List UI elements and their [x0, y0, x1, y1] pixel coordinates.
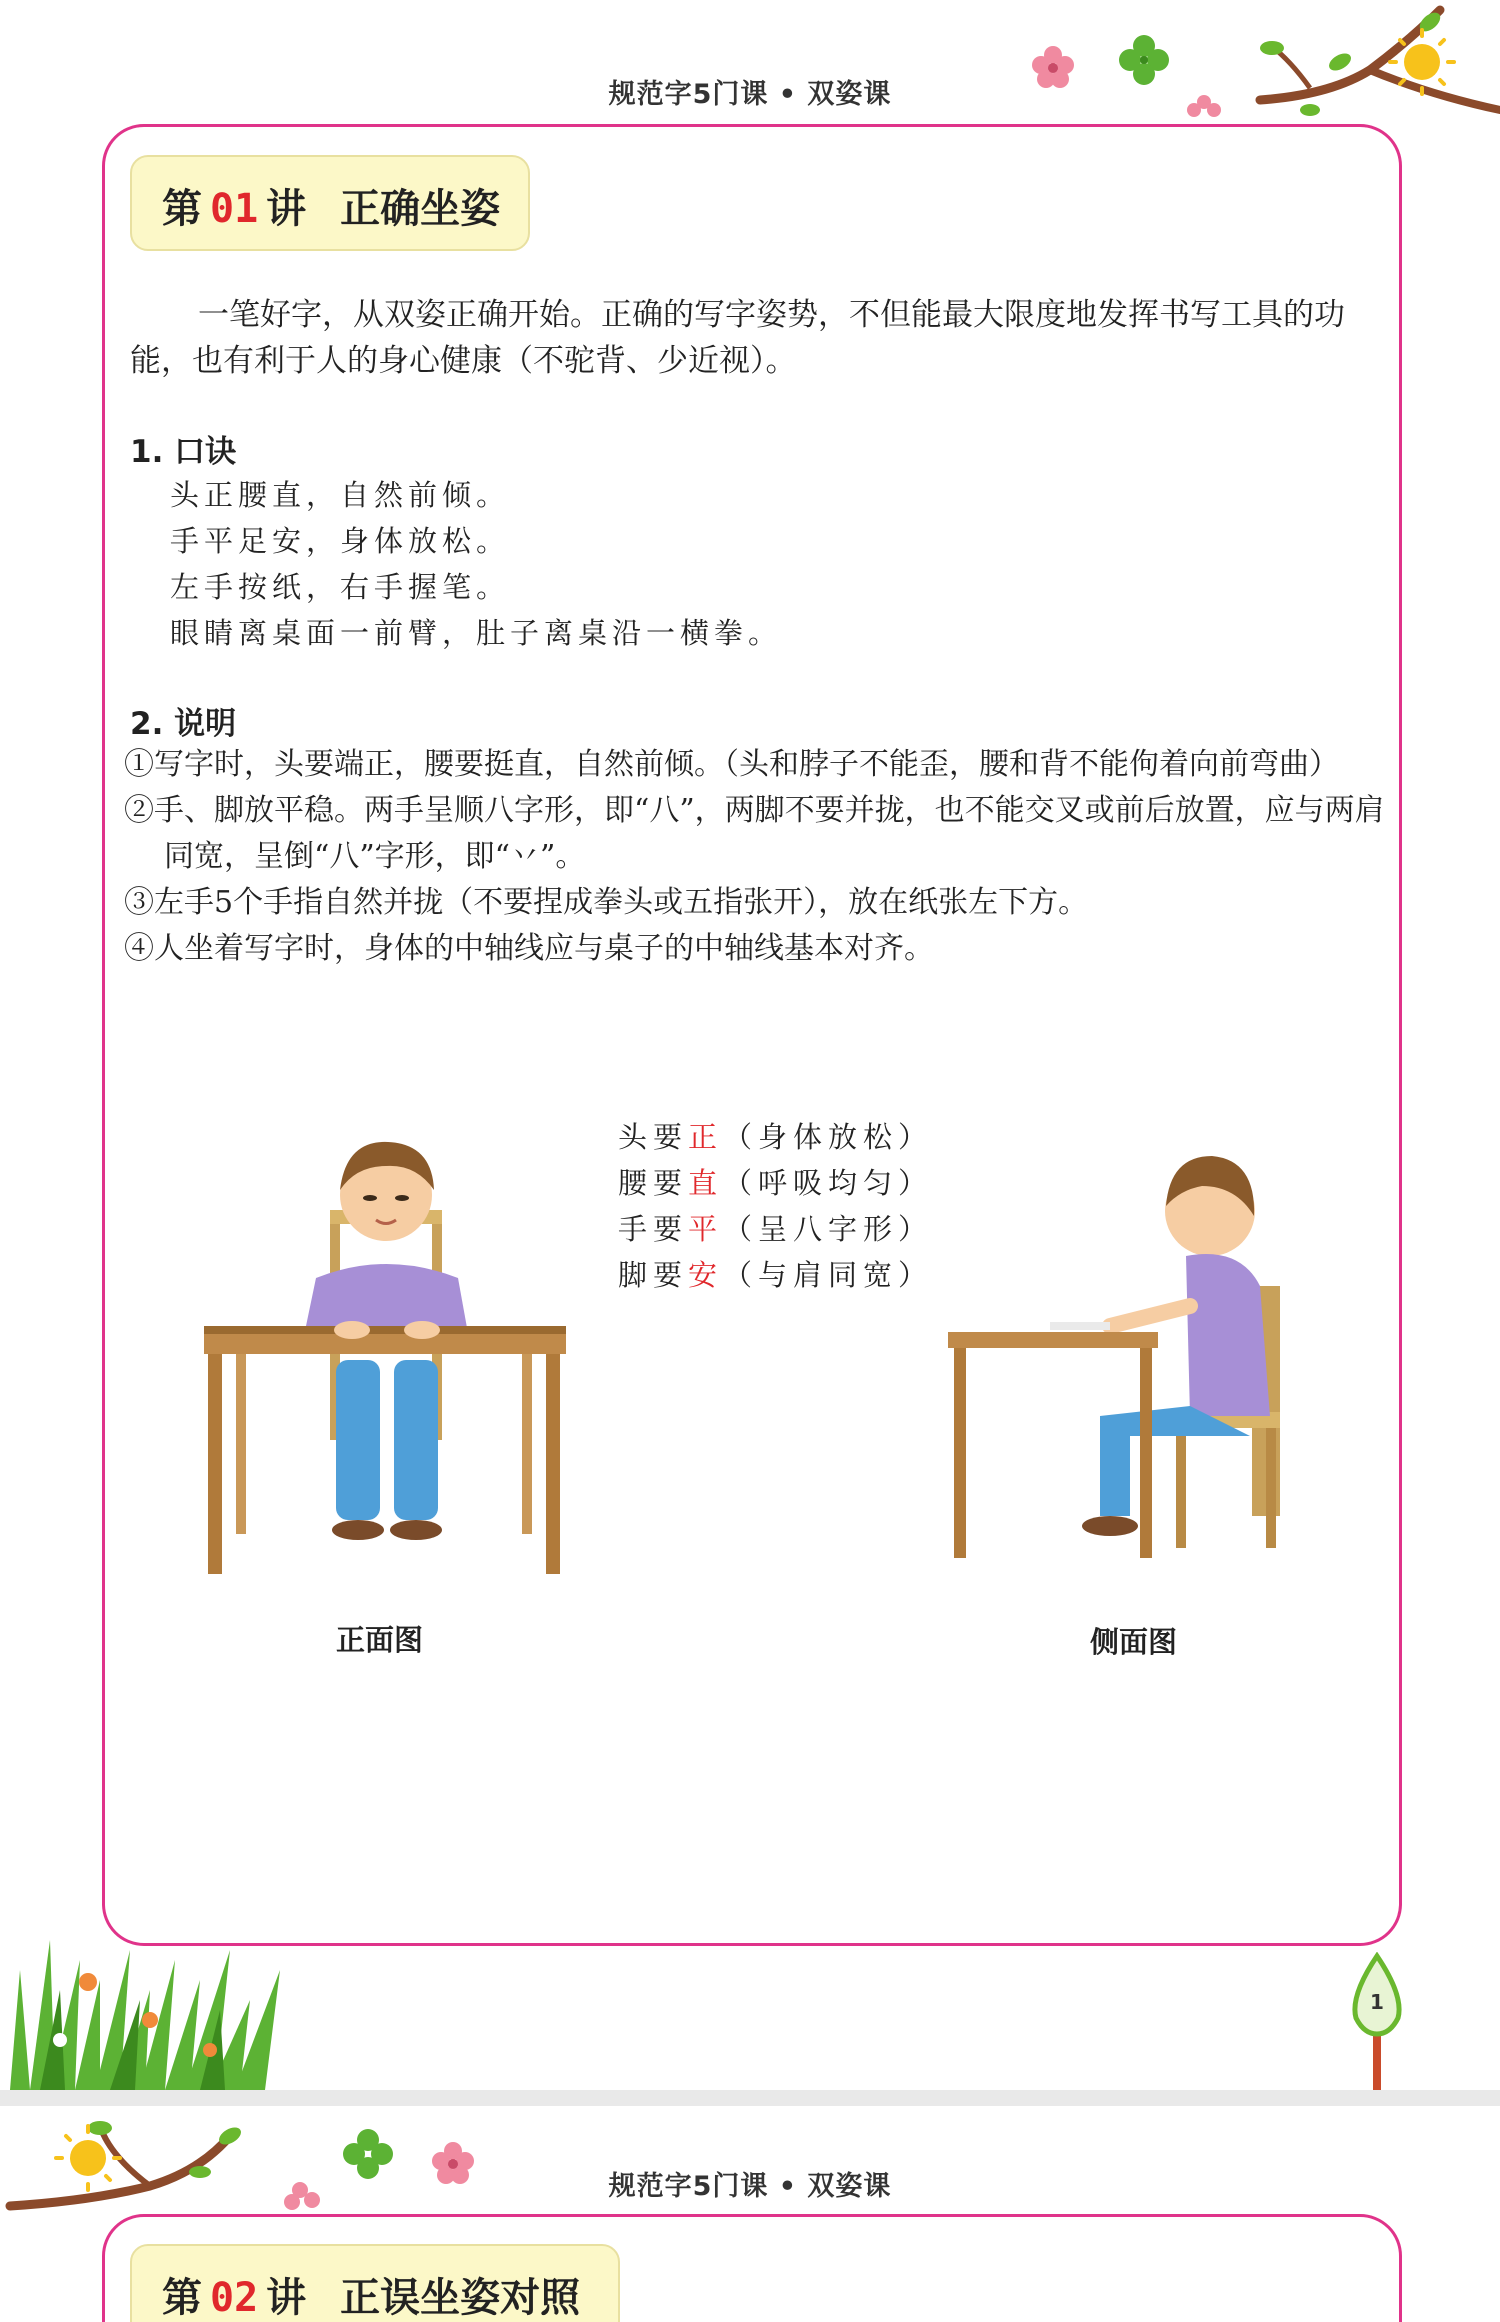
rhyme-line: 眼睛离桌面一前臂，肚子离桌沿一横拳。	[170, 616, 783, 650]
note-item: ③左手5个手指自然并拢（不要捏成拳头或五指张开），放在纸张左下方。	[124, 885, 1089, 920]
page-2	[0, 2106, 1500, 2322]
intro-paragraph: 一笔好字，从双姿正确开始。正确的写字姿势，不但能最大限度地发挥书写工具的功能，也有利于人的身心健康（不驼背、少近视）。	[130, 297, 1345, 379]
lesson-number: 02	[210, 2275, 259, 2321]
side-view-caption: 侧面图	[1090, 1625, 1178, 1659]
rhyme-line: 手平足安，身体放松。	[170, 524, 511, 558]
section-title-notes: 2. 说明	[130, 706, 237, 742]
rhyme-line: 左手按纸，右手握笔。	[170, 570, 511, 604]
note-item: ①写字时，头要端正，腰要挺直，自然前倾。（头和脖子不能歪，腰和背不能佝着向前弯曲）	[124, 747, 1339, 782]
lesson-title: 正误坐姿对照	[340, 2275, 581, 2321]
side-view-illustration	[940, 1116, 1340, 1586]
rule-line: 腰要直（呼吸均匀）	[618, 1166, 934, 1200]
section-title-rhyme: 1. 口诀	[130, 434, 237, 470]
grass-decoration	[0, 1930, 290, 2090]
posture-rules	[618, 1114, 933, 1298]
rhyme-list	[170, 472, 782, 656]
front-view-illustration	[196, 1100, 576, 1580]
note-item: ④人坐着写字时，身体的中轴线应与桌子的中轴线基本对齐。	[124, 931, 934, 966]
lesson-title: 正确坐姿	[340, 186, 501, 232]
page-number: 1	[1370, 1990, 1384, 2014]
book-header: 规范字5门课 • 双姿课	[608, 2171, 892, 2202]
rhyme-line: 头正腰直，自然前倾。	[170, 478, 511, 512]
page-number-tree-icon	[1346, 1952, 1408, 2090]
content-frame	[102, 124, 1402, 1946]
lesson-heading: 第 02 讲 正误坐姿对照	[162, 2275, 581, 2321]
rule-line: 脚要安（与肩同宽）	[618, 1258, 934, 1292]
lesson-number: 01	[210, 186, 259, 232]
notes-list	[124, 742, 1386, 972]
lesson-label	[130, 2244, 620, 2322]
note-item: ②手、脚放平稳。两手呈顺八字形，即“八”，两脚不要并拢，也不能交叉或前后放置，应与两肩同宽，呈倒“八”字形，即“丷”。	[124, 793, 1385, 874]
rule-line: 手要平（呈八字形）	[618, 1212, 934, 1246]
rule-line: 头要正（身体放松）	[618, 1120, 934, 1154]
front-view-caption: 正面图	[336, 1623, 424, 1657]
lesson-label	[130, 155, 530, 251]
book-header: 规范字5门课 • 双姿课	[608, 79, 892, 110]
lesson-heading: 第 01 讲 正确坐姿	[162, 186, 501, 232]
